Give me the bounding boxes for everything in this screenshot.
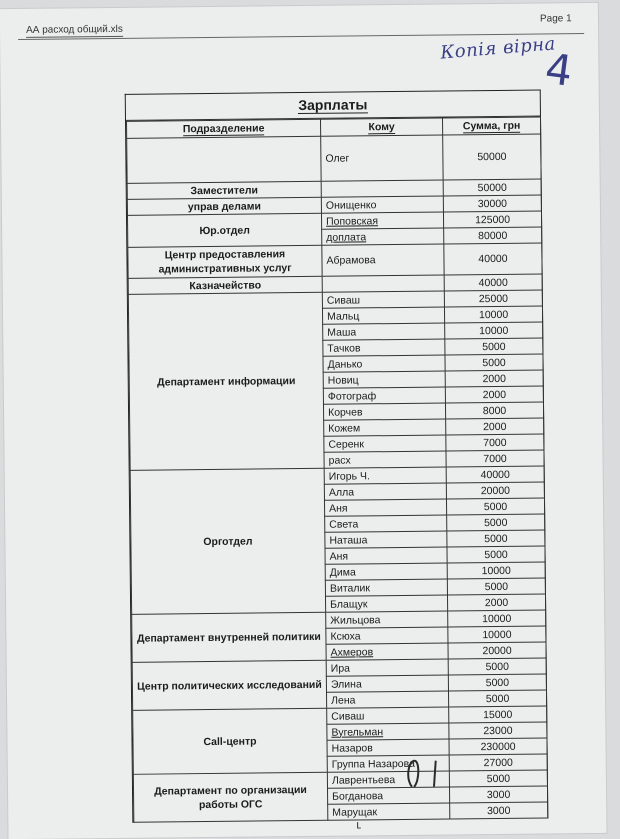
amount-cell: 5000 xyxy=(448,674,546,691)
amount-cell: 25000 xyxy=(444,290,542,307)
amount-cell: 5000 xyxy=(445,354,543,371)
recipient-cell: Фотограф xyxy=(323,387,445,404)
handwritten-footer-mark: ʟ xyxy=(356,817,362,832)
column-header-recipient: Кому xyxy=(320,118,442,136)
recipient-cell: Марущак xyxy=(328,803,450,820)
recipient-cell: Новиц xyxy=(323,371,445,388)
recipient-cell: Кожем xyxy=(324,419,446,436)
recipient-cell: Тачков xyxy=(323,339,445,356)
department-cell: Юр.отдел xyxy=(127,213,321,247)
certified-copy-stamp: Копія вірна xyxy=(439,33,557,64)
amount-cell: 20000 xyxy=(448,642,546,659)
amount-cell: 80000 xyxy=(444,227,542,244)
amount-cell: 5000 xyxy=(446,498,544,515)
recipient-cell: Ахмеров xyxy=(326,643,448,660)
department-cell: Орготдел xyxy=(130,468,325,614)
amount-cell: 5000 xyxy=(448,690,546,707)
recipient-cell: Дима xyxy=(325,563,447,580)
recipient-cell: Серенк xyxy=(324,435,446,452)
amount-cell: 5000 xyxy=(447,530,545,547)
file-name: АА расход общий.xls xyxy=(25,23,123,36)
table-row xyxy=(127,134,541,183)
recipient-cell: Ксюха xyxy=(326,627,448,644)
amount-cell: 5000 xyxy=(449,770,547,787)
amount-cell: 3000 xyxy=(450,802,548,819)
recipient-cell: Блащук xyxy=(325,595,447,612)
salary-table xyxy=(125,90,549,823)
recipient-cell: расх xyxy=(324,451,446,468)
amount-cell: 2000 xyxy=(447,594,545,611)
recipient-cell: Наташа xyxy=(325,531,447,548)
department-cell: управ делами xyxy=(127,197,321,215)
recipient-cell: Сиваш xyxy=(327,707,449,724)
recipient-cell: Мальц xyxy=(322,307,444,324)
amount-cell: 3000 xyxy=(449,786,547,803)
recipient-cell: Элина xyxy=(326,675,448,692)
recipient-cell: Виталик xyxy=(325,579,447,596)
recipient-cell: Лена xyxy=(326,691,448,708)
department-cell: Центр политических исследований xyxy=(132,660,326,710)
department-cell: Департамент информации xyxy=(128,292,324,470)
department-cell: Департамент внутренней политики xyxy=(132,612,326,662)
column-header-amount: Сумма, грн xyxy=(442,117,540,135)
recipient-cell: Богданова xyxy=(328,787,450,804)
recipient-cell: Корчев xyxy=(323,403,445,420)
recipient-cell: доплата xyxy=(322,228,444,245)
document-page xyxy=(0,3,606,839)
amount-cell: 10000 xyxy=(444,306,542,323)
recipient-cell: Света xyxy=(325,515,447,532)
amount-cell: 10000 xyxy=(448,626,546,643)
recipient-cell: Поповская xyxy=(321,212,443,229)
amount-cell: 50000 xyxy=(443,179,541,196)
amount-cell: 8000 xyxy=(445,402,543,419)
amount-cell: 5000 xyxy=(448,658,546,675)
amount-cell: 50000 xyxy=(443,134,541,180)
amount-cell: 230000 xyxy=(449,738,547,755)
recipient-cell xyxy=(322,275,444,292)
amount-cell: 2000 xyxy=(445,370,543,387)
amount-cell: 2000 xyxy=(445,386,543,403)
recipient-cell xyxy=(321,180,443,197)
amount-cell: 10000 xyxy=(448,610,546,627)
recipient-cell: Аня xyxy=(324,499,446,516)
amount-cell: 5000 xyxy=(447,578,545,595)
handwritten-signature-mark xyxy=(404,757,446,793)
recipient-cell: Аня xyxy=(325,547,447,564)
table-title-text: Зарплаты xyxy=(298,96,368,114)
amount-cell: 10000 xyxy=(447,562,545,579)
recipient-cell: Маша xyxy=(323,323,445,340)
recipient-cell: Жильцова xyxy=(326,611,448,628)
handwritten-page-number: 4 xyxy=(542,43,576,96)
column-header-department: Подразделение xyxy=(127,119,321,138)
department-cell: Call-центр xyxy=(133,708,328,774)
amount-cell: 5000 xyxy=(447,546,545,563)
recipient-cell: Сиваш xyxy=(322,291,444,308)
department-cell: Департамент по организации работы ОГС xyxy=(133,772,327,822)
recipient-cell: Абрамова xyxy=(322,244,444,276)
recipient-cell: Группа Назарова xyxy=(327,755,449,772)
amount-cell: 125000 xyxy=(443,211,541,228)
recipient-cell: Вугельман xyxy=(327,723,449,740)
amount-cell: 15000 xyxy=(449,706,547,723)
department-cell: Центр предоставления административных услуг xyxy=(128,245,322,278)
amount-cell: 7000 xyxy=(446,434,544,451)
amount-cell: 5000 xyxy=(445,338,543,355)
recipient-cell: Онищенко xyxy=(321,196,443,213)
page-label: Page 1 xyxy=(539,13,572,25)
recipient-cell: Игорь Ч. xyxy=(324,467,446,484)
department-cell: Заместители xyxy=(127,181,321,199)
amount-cell: 40000 xyxy=(444,243,542,275)
amount-cell: 20000 xyxy=(446,482,544,499)
amount-cell: 10000 xyxy=(445,322,543,339)
amount-cell: 30000 xyxy=(443,195,541,212)
amount-cell: 40000 xyxy=(446,466,544,483)
recipient-cell: Олег xyxy=(321,135,443,181)
amount-cell: 27000 xyxy=(449,754,547,771)
department-cell: Казначейство xyxy=(128,276,322,294)
amount-cell: 7000 xyxy=(446,450,544,467)
amount-cell: 2000 xyxy=(446,418,544,435)
amount-cell: 23000 xyxy=(449,722,547,739)
recipient-cell: Лаврентьева xyxy=(327,771,449,788)
department-cell xyxy=(127,136,321,183)
amount-cell: 40000 xyxy=(444,274,542,291)
recipient-cell: Алла xyxy=(324,483,446,500)
amount-cell: 5000 xyxy=(447,514,545,531)
recipient-cell: Назаров xyxy=(327,739,449,756)
table-row xyxy=(128,243,542,278)
recipient-cell: Данько xyxy=(323,355,445,372)
recipient-cell: Ира xyxy=(326,659,448,676)
